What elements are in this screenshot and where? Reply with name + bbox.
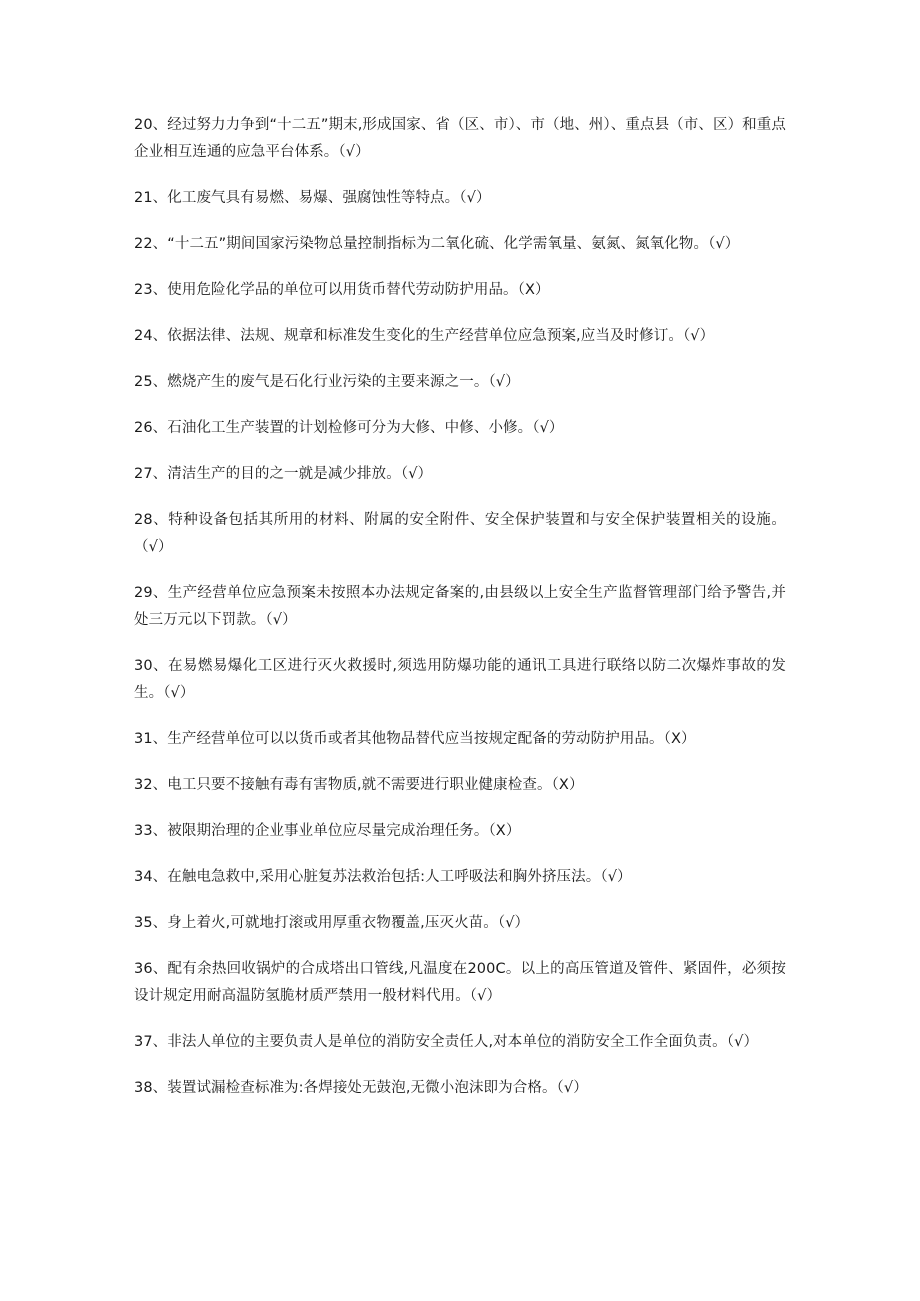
list-item: 22、“十二五”期间国家污染物总量控制指标为二氧化硫、化学需氧量、氨氮、氮氧化物。（√） [134,236,740,252]
list-item: 25、燃烧产生的废气是石化行业污染的主要来源之一。（√） [134,374,520,390]
list-item: 21、化工废气具有易燃、易爆、强腐蚀性等特点。（√） [134,190,491,206]
list-item: 37、非法人单位的主要负责人是单位的消防安全责任人,对本单位的消防安全工作全面负责。（√） [134,1034,759,1050]
list-item: 30、在易燃易爆化工区进行灭火救援时,须选用防爆功能的通讯工具进行联络以防二次爆炸事故的发生。（√） [134,658,786,701]
list-item: 36、配有余热回收锅炉的合成塔出口管线,凡温度在200C。以上的高压管道及管件、紧固件，必须按设计规定用耐高温防氢脆材质严禁用一般材料代用。（√） [134,961,786,1004]
list-item: 29、生产经营单位应急预案未按照本办法规定备案的,由县级以上安全生产监督管理部门给予警告,并处三万元以下罚款。（√） [134,585,786,628]
list-item: 33、被限期治理的企业事业单位应尽量完成治理任务。（X） [134,823,521,839]
list-item: 35、身上着火,可就地打滚或用厚重衣物覆盖,压灭火苗。（√） [134,915,530,931]
list-item: 20、经过努力力争到“十二五”期末,形成国家、省（区、市）、市（地、州）、重点县（市、区）和重点企业相互连通的应急平台体系。（√） [134,117,786,160]
list-item: 28、特种设备包括其所用的材料、附属的安全附件、安全保护装置和与安全保护装置相关的设施。（√） [134,512,786,555]
list-item: 26、石油化工生产装置的计划检修可分为大修、中修、小修。（√） [134,420,564,436]
list-item: 27、清洁生产的目的之一就是减少排放。（√） [134,466,433,482]
list-item: 34、在触电急救中,采用心脏复苏法救治包括:人工呼吸法和胸外挤压法。（√） [134,869,632,885]
list-item: 32、电工只要不接触有毒有害物质,就不需要进行职业健康检查。（X） [134,777,584,793]
question-list [134,112,786,1121]
list-item: 24、依据法律、法规、规章和标准发生变化的生产经营单位应急预案,应当及时修订。（√） [134,328,715,344]
list-item: 31、生产经营单位可以以货币或者其他物品替代应当按规定配备的劳动防护用品。（X） [134,731,696,747]
list-item: 23、使用危险化学品的单位可以用货币替代劳动防护用品。（X） [134,282,550,298]
list-item: 38、装置试漏检查标准为:各焊接处无鼓泡,无微小泡沫即为合格。（√） [134,1080,588,1096]
